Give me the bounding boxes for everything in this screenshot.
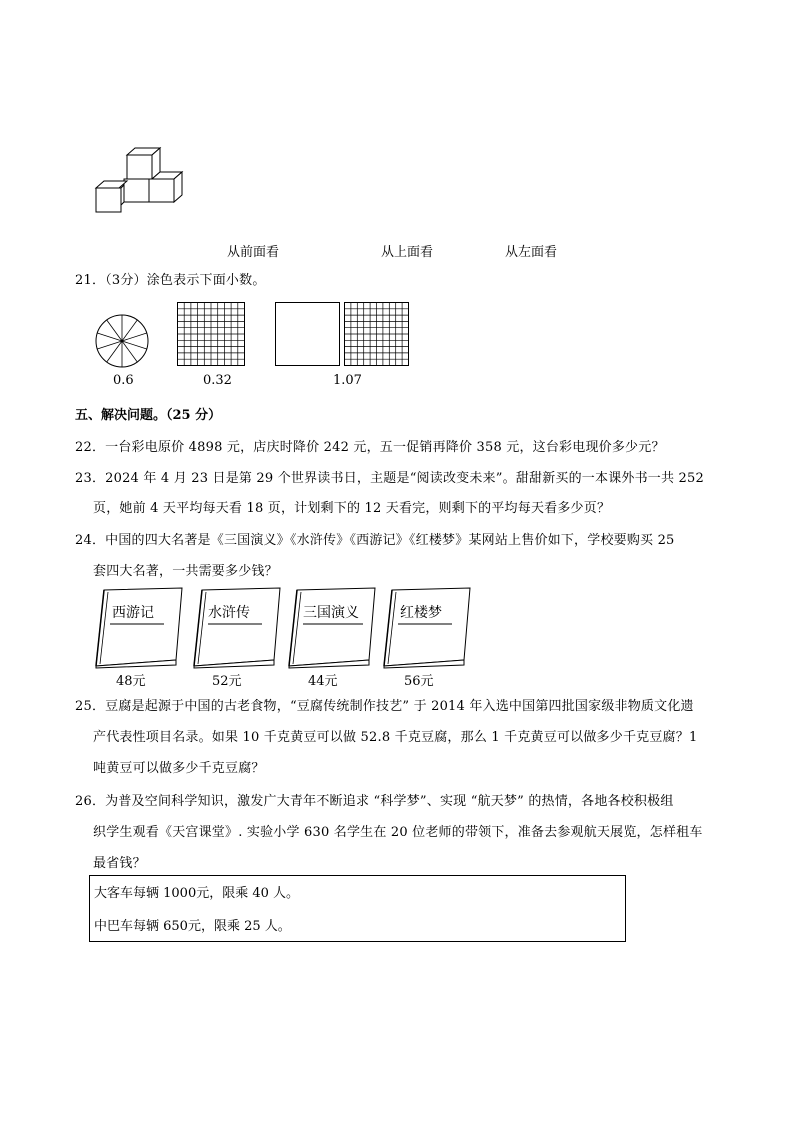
view-label-left: 从左面看 xyxy=(505,245,558,260)
cube-stack-figure xyxy=(92,145,192,225)
question-25-line2: 产代表性项目名录。如果 10 千克黄豆可以做 52.8 千克豆腐，那么 1 千克黄豆可以做多少千克豆腐？1 xyxy=(93,730,698,745)
book-sanguoyanyi xyxy=(287,588,379,668)
question-24-line2: 套四大名著，一共需要多少钱？ xyxy=(93,564,278,579)
view-label-front: 从前面看 xyxy=(227,245,280,260)
book-shuihuzhuan xyxy=(192,588,284,668)
question-23-line2: 页，她前 4 天平均每天看 18 页，计划剩下的 12 天看完，则剩下的平均每天看多少页？ xyxy=(93,501,611,516)
label-0-6: 0.6 xyxy=(113,373,134,388)
question-24-line1: 24．中国的四大名著是《三国演义》《水浒传》《西游记》《红楼梦》某网站上售价如下，学校要购买 25 xyxy=(75,533,675,548)
question-22: 22．一台彩电原价 4898 元，店庆时降价 242 元，五一促销再降价 358 元，这台彩电现价多少元？ xyxy=(75,440,665,455)
question-26-line3: 最省钱？ xyxy=(93,856,146,871)
bus-info-large: 大客车每辆 1000元，限乘 40 人。 xyxy=(94,886,300,901)
bus-info-medium: 中巴车每辆 650元，限乘 25 人。 xyxy=(94,919,291,934)
view-label-top: 从上面看 xyxy=(381,245,434,260)
question-25-line1: 25．豆腐是起源于中国的古老食物，“豆腐传统制作技艺” 于 2014 年入选中国第四批国家级非物质文化遗 xyxy=(75,699,694,714)
label-0-32: 0.32 xyxy=(203,373,232,388)
question-23-line1: 23．2024 年 4 月 23 日是第 29 个世界读书日，主题是“阅读改变未来”。甜甜新买的一本课外书一共 252 xyxy=(75,471,704,486)
book-price: 48元 xyxy=(116,674,146,689)
hundred-grid-1 xyxy=(177,302,245,366)
book-title: 红楼梦 xyxy=(400,605,442,621)
hundred-grid-2 xyxy=(344,302,409,366)
question-26-line1: 26．为普及空间科学知识，激发广大青年不断追求 “科学梦”、实现 “航天梦” 的热情，各地各校积极组 xyxy=(75,794,674,809)
label-1-07: 1.07 xyxy=(333,373,362,388)
book-hongloumeng xyxy=(382,588,474,668)
book-xiyouji xyxy=(94,588,186,668)
section-5-heading: 五、解决问题。（25 分） xyxy=(75,408,222,423)
question-25-line3: 吨黄豆可以做多少千克豆腐？ xyxy=(93,761,265,776)
question-26-line2: 织学生观看《天宫课堂》. 实验小学 630 名学生在 20 位老师的带领下，准备去参观航天展览，怎样租车 xyxy=(93,825,703,840)
question-21: 21．（3分）涂色表示下面小数。 xyxy=(75,273,266,288)
whole-square xyxy=(275,302,340,366)
book-title: 水浒传 xyxy=(208,605,250,621)
book-title: 西游记 xyxy=(112,605,154,621)
book-title: 三国演义 xyxy=(303,605,359,621)
circle-ten-sectors xyxy=(94,313,150,369)
book-price: 52元 xyxy=(212,674,242,689)
book-price: 44元 xyxy=(308,674,338,689)
bus-info-box xyxy=(89,875,626,942)
book-price: 56元 xyxy=(404,674,434,689)
